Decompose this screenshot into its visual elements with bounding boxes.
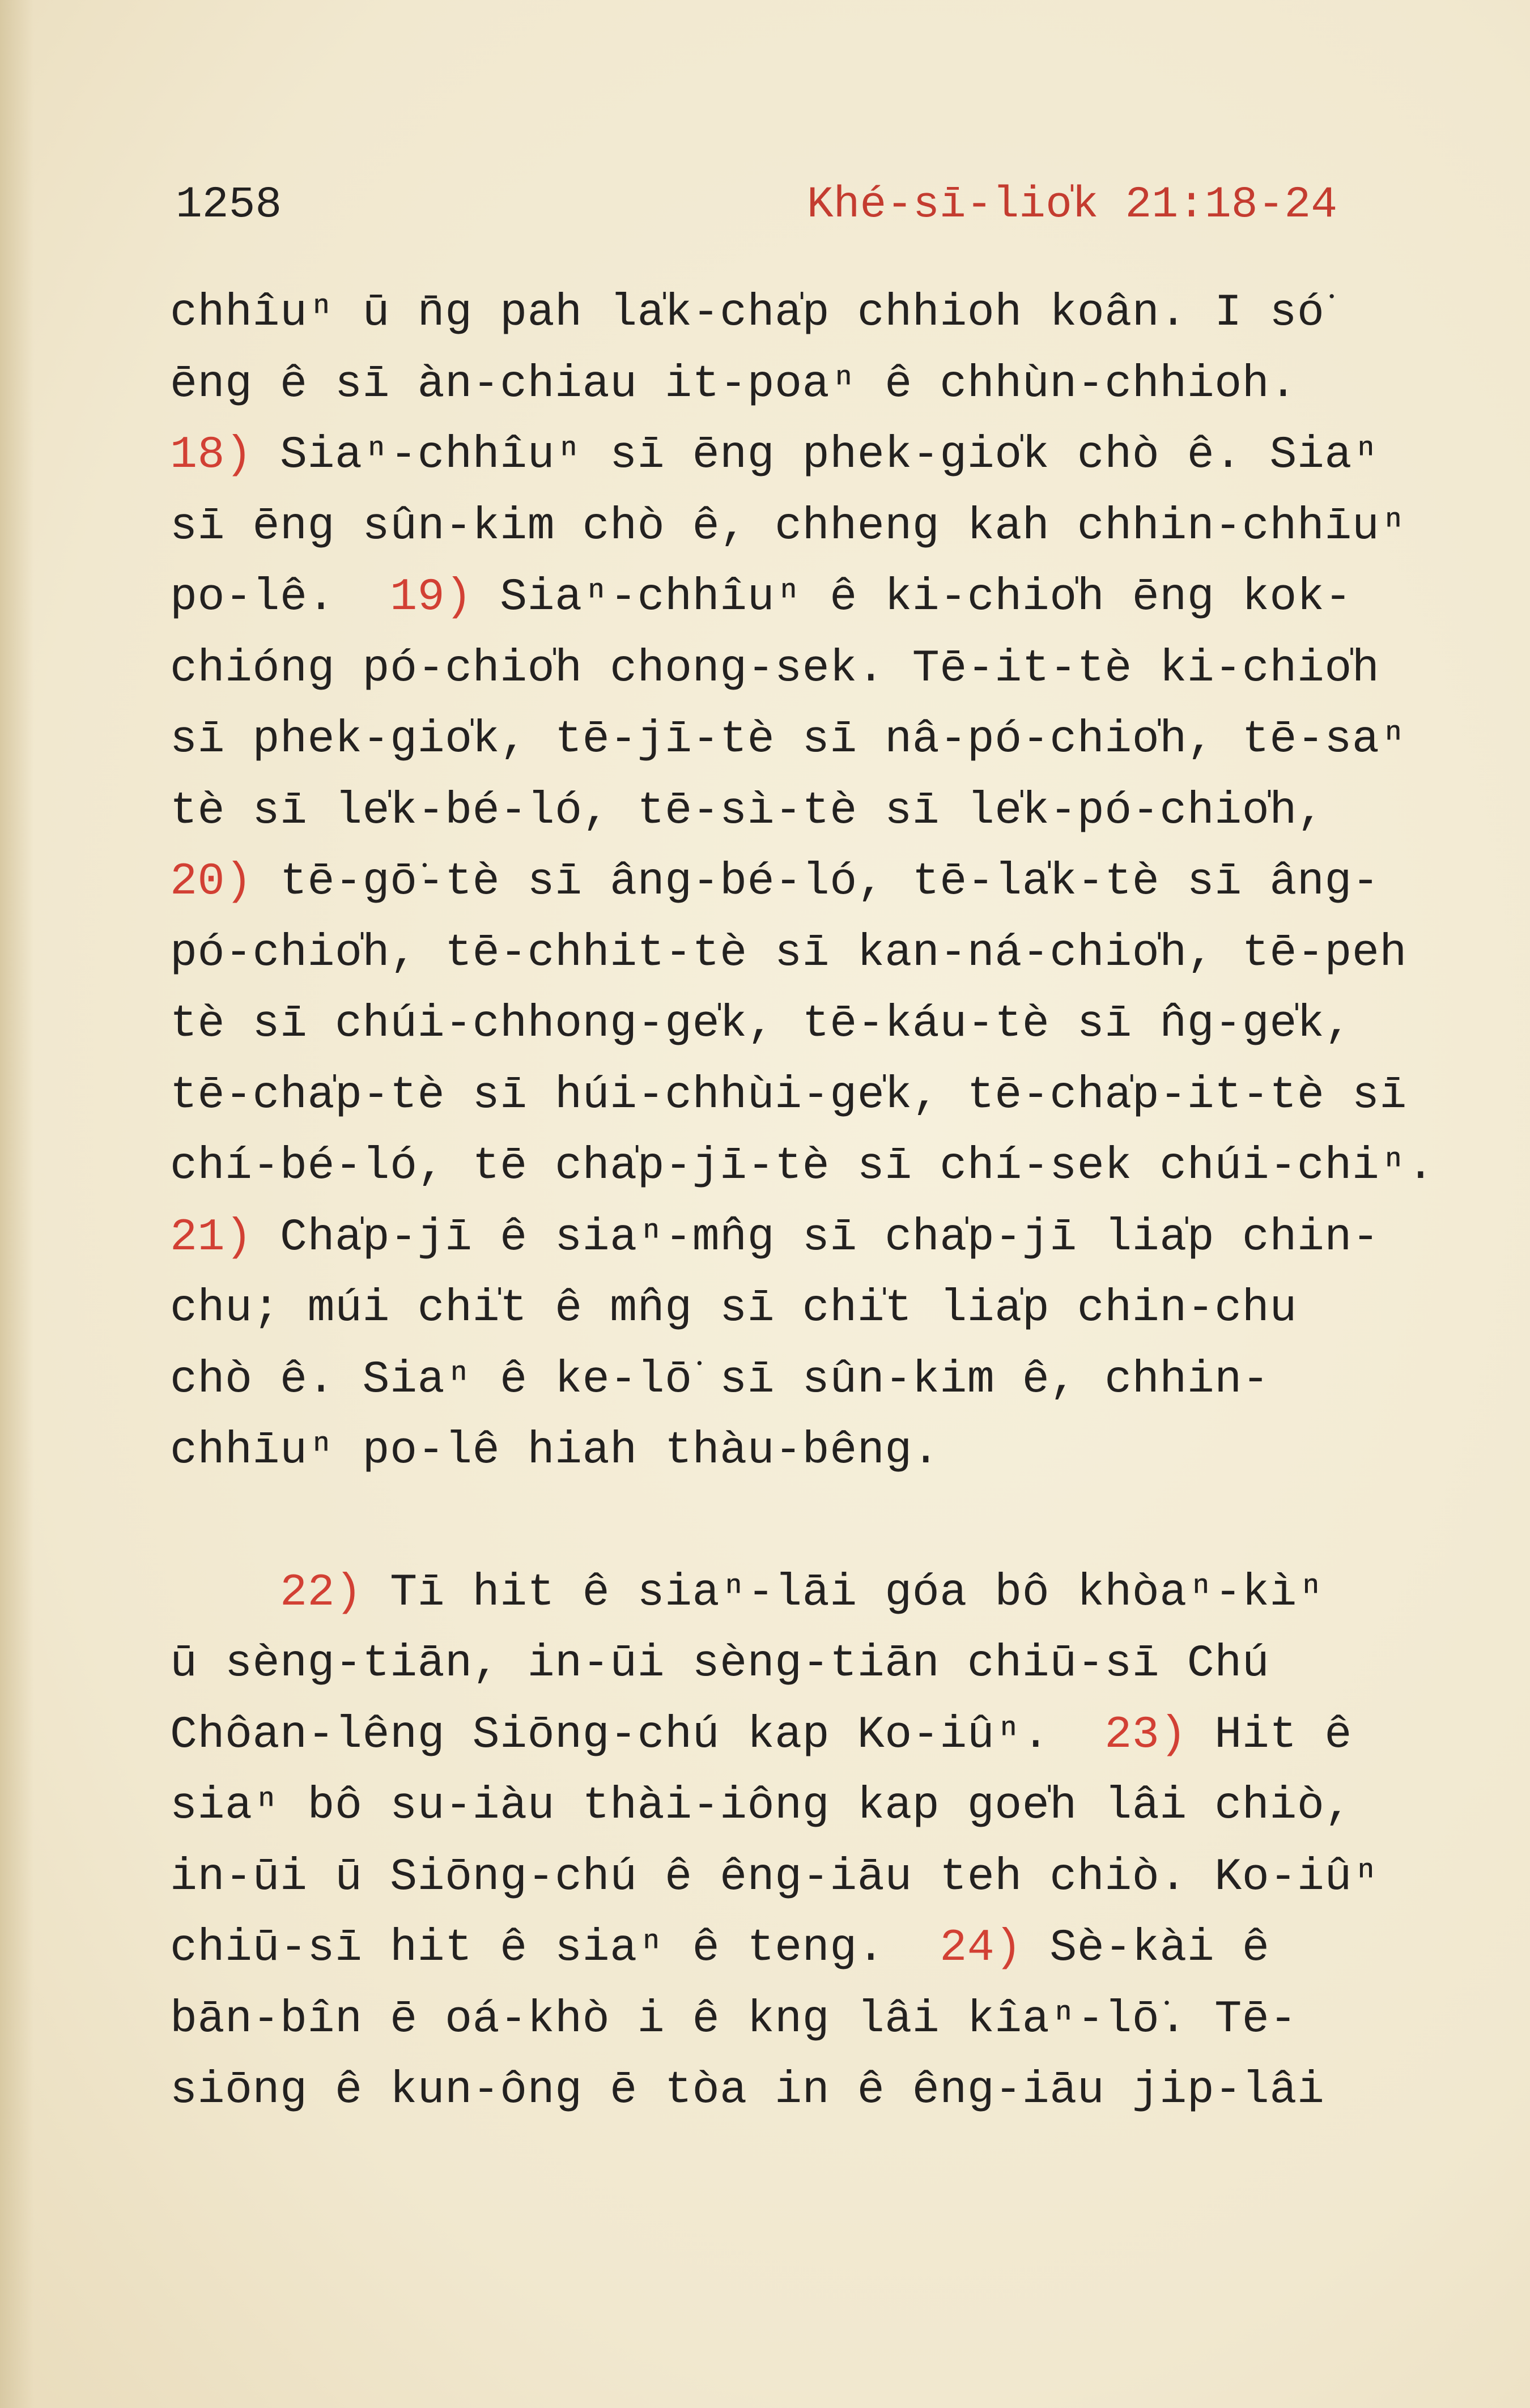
text-line xyxy=(170,1913,1451,1984)
paragraph xyxy=(170,278,1451,1487)
text-line xyxy=(170,278,1451,349)
line-text xyxy=(170,1567,280,1619)
text-line xyxy=(170,1984,1451,2056)
line-text: Siaⁿ-chhîuⁿ ê ki-chio̍h ēng kok- xyxy=(472,572,1352,623)
line-text: Tī hit ê siaⁿ-lāi góa bô khòaⁿ-kìⁿ xyxy=(362,1567,1325,1619)
text-line xyxy=(170,349,1451,420)
line-text: Siaⁿ-chhîuⁿ sī ēng phek-gio̍k chò ê. Siaⁿ xyxy=(252,429,1380,481)
line-text: Cha̍p-jī ê siaⁿ-mn̂g sī cha̍p-jī lia̍p chin- xyxy=(252,1211,1380,1263)
text-line xyxy=(170,989,1451,1060)
body-text xyxy=(170,278,1451,2126)
text-line xyxy=(170,846,1451,918)
text-line xyxy=(170,1202,1451,1274)
line-text: chhīuⁿ po-lê hiah thàu-bêng. xyxy=(170,1425,940,1477)
line-text: chu; múi chi̍t ê mn̂g sī chi̍t lia̍p chin-chu xyxy=(170,1283,1297,1334)
line-text: pó-chio̍h, tē-chhit-tè sī kan-ná-chio̍h, tē-peh xyxy=(170,927,1407,979)
text-line xyxy=(170,918,1451,989)
line-text: chí-bé-ló, tē cha̍p-jī-tè sī chí-sek chúi-chiⁿ. xyxy=(170,1141,1435,1192)
line-text: tē-cha̍p-tè sī húi-chhùi-ge̍k, tē-cha̍p-it-tè sī xyxy=(170,1069,1407,1121)
verse-number: 19) xyxy=(390,572,473,623)
line-text: in-ūi ū Siōng-chú ê êng-iāu teh chiò. Ko-iûⁿ xyxy=(170,1851,1380,1903)
text-line xyxy=(170,1060,1451,1131)
text-line xyxy=(170,1345,1451,1416)
verse-number: 20) xyxy=(170,856,253,908)
verse-number: 23) xyxy=(1104,1709,1187,1761)
running-head: Khé-sī-lio̍k 21:18-24 xyxy=(806,180,1337,230)
verse-number: 18) xyxy=(170,429,253,481)
text-line xyxy=(170,562,1451,633)
line-text: tè sī le̍k-bé-ló, tē-sì-tè sī le̍k-pó-chio̍h, xyxy=(170,785,1325,837)
text-line xyxy=(170,1415,1451,1487)
line-text: bān-bîn ē oá-khò i ê kng lâi kîaⁿ-lō͘. Tē- xyxy=(170,1993,1297,2045)
page-edge-shadow xyxy=(0,0,34,2408)
text-line xyxy=(170,776,1451,847)
line-text: chhîuⁿ ū n̄g pah la̍k-cha̍p chhioh koân. I só͘ xyxy=(170,287,1325,339)
text-line xyxy=(170,1842,1451,1913)
line-text: ū sèng-tiān, in-ūi sèng-tiān chiū-sī Chú xyxy=(170,1638,1270,1690)
line-text: siōng ê kun-ông ē tòa in ê êng-iāu jip-lâi xyxy=(170,2065,1325,2116)
line-text: Sè-kài ê xyxy=(1022,1922,1270,1974)
text-line xyxy=(170,1131,1451,1202)
line-text: tè sī chúi-chhong-ge̍k, tē-káu-tè sī n̂g-ge̍k, xyxy=(170,998,1352,1050)
paragraph-gap xyxy=(170,1487,1451,1558)
text-line xyxy=(170,1273,1451,1345)
line-text: sī ēng sûn-kim chò ê, chheng kah chhin-chhīuⁿ xyxy=(170,500,1407,552)
line-text: chióng pó-chio̍h chong-sek. Tē-it-tè ki-chio̍h xyxy=(170,643,1380,695)
line-text: Chôan-lêng Siōng-chú kap Ko-iûⁿ. xyxy=(170,1709,1105,1761)
line-text: sī phek-gio̍k, tē-jī-tè sī nâ-pó-chio̍h, tē-saⁿ xyxy=(170,714,1407,765)
line-text: chò ê. Siaⁿ ê ke-lō͘ sī sûn-kim ê, chhin- xyxy=(170,1354,1270,1406)
text-line xyxy=(170,1700,1451,1771)
text-line xyxy=(170,704,1451,776)
line-text: tē-gō͘-tè sī âng-bé-ló, tē-la̍k-tè sī âng- xyxy=(252,856,1380,908)
verse-number: 22) xyxy=(280,1567,363,1619)
text-line xyxy=(170,1558,1451,1629)
line-text: po-lê. xyxy=(170,572,390,623)
text-line xyxy=(170,420,1451,491)
text-line xyxy=(170,2055,1451,2126)
verse-number: 24) xyxy=(940,1922,1022,1974)
text-line xyxy=(170,491,1451,563)
verse-number: 21) xyxy=(170,1211,253,1263)
page-header xyxy=(0,180,1530,237)
text-line xyxy=(170,633,1451,705)
paragraph xyxy=(170,1558,1451,2126)
text-line xyxy=(170,1771,1451,1842)
page-number: 1258 xyxy=(176,180,282,230)
text-line xyxy=(170,1628,1451,1700)
line-text: chiū-sī hit ê siaⁿ ê teng. xyxy=(170,1922,940,1974)
line-text: ēng ê sī àn-chiau it-poaⁿ ê chhùn-chhioh. xyxy=(170,358,1297,410)
line-text: Hit ê xyxy=(1187,1709,1352,1761)
line-text: siaⁿ bô su-iàu thài-iông kap goe̍h lâi chiò, xyxy=(170,1780,1352,1832)
